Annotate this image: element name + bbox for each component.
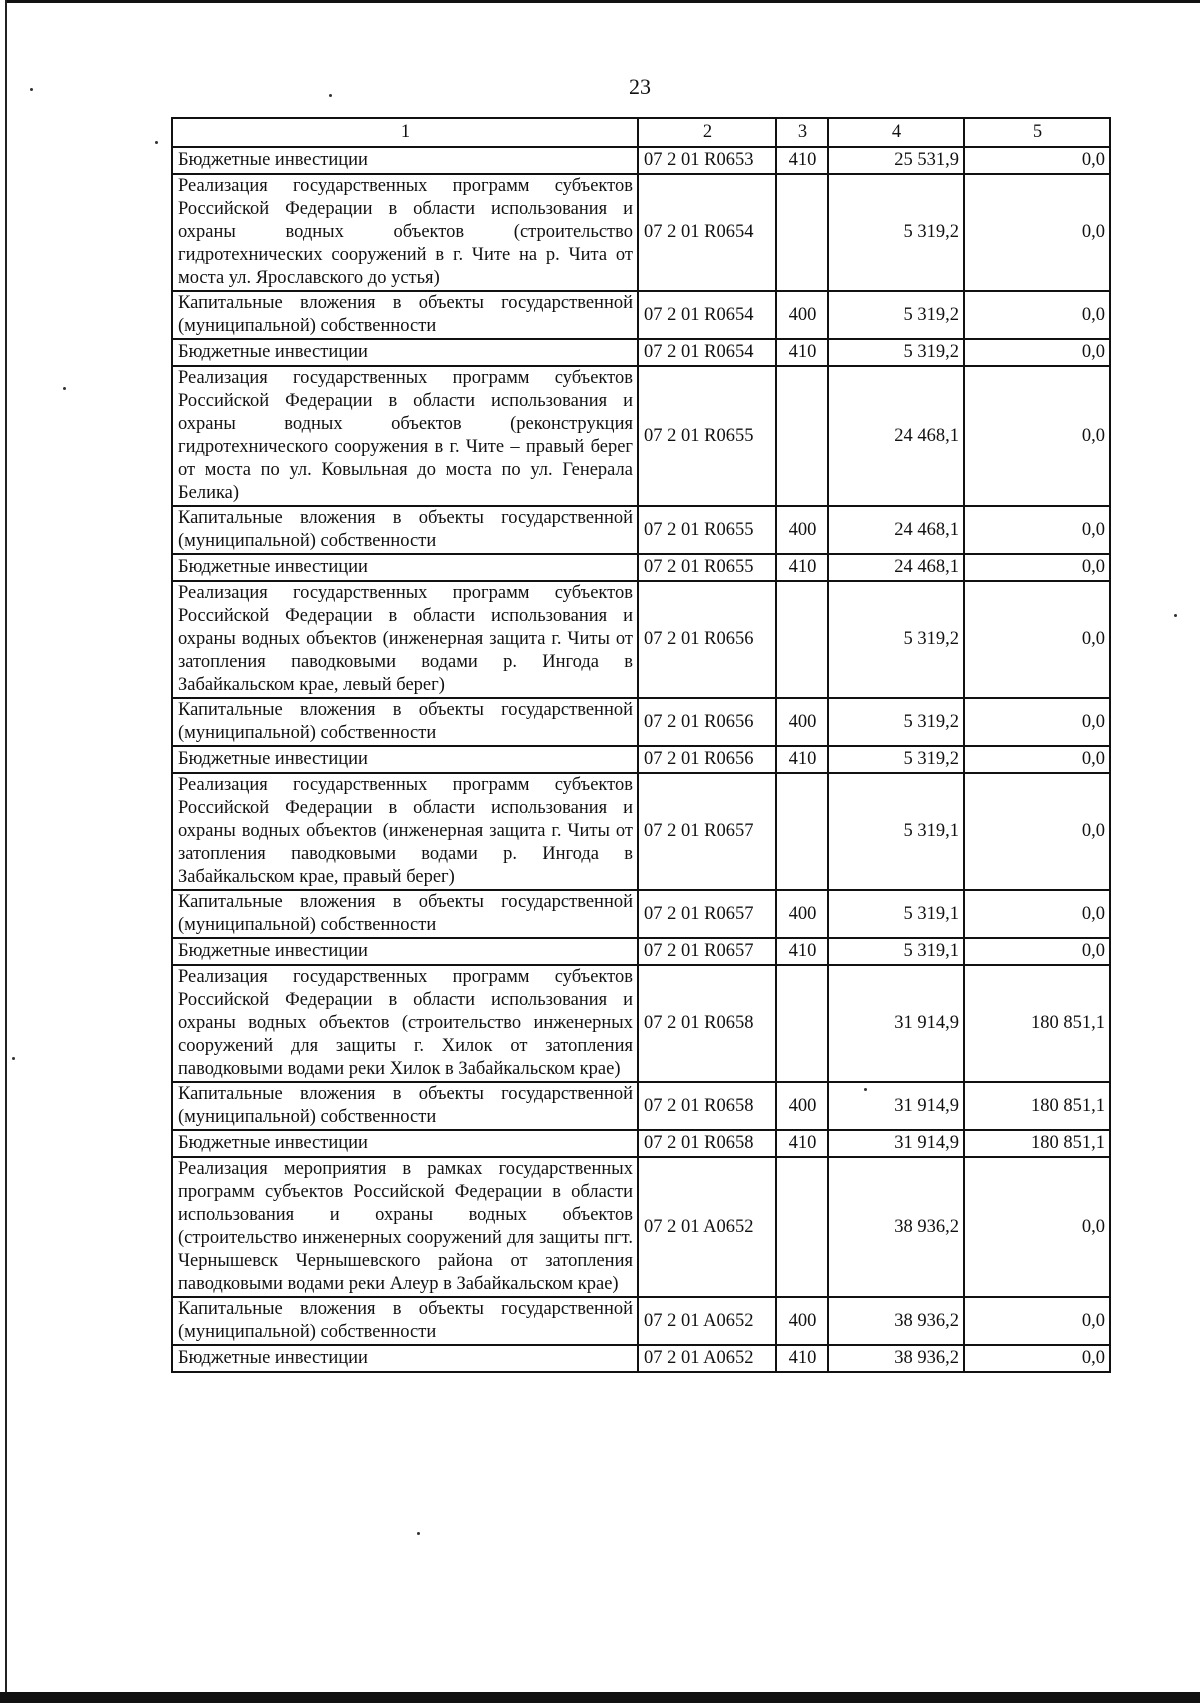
amount-col5: 180 851,1 [964, 1130, 1110, 1157]
amount-col4: 24 468,1 [828, 554, 964, 581]
expense-type: 410 [776, 147, 828, 174]
table-row [172, 698, 1110, 746]
item-name: Бюджетные инвестиции [172, 746, 638, 773]
budget-table [171, 117, 1111, 1373]
column-header: 4 [828, 118, 964, 147]
expense-type: 400 [776, 1082, 828, 1130]
expense-type: 410 [776, 938, 828, 965]
item-code: 07 2 01 R0656 [638, 746, 776, 773]
scan-speck [329, 94, 332, 97]
amount-col5: 0,0 [964, 1157, 1110, 1297]
column-header: 5 [964, 118, 1110, 147]
amount-col5: 0,0 [964, 773, 1110, 890]
expense-type: 400 [776, 890, 828, 938]
item-name: Бюджетные инвестиции [172, 938, 638, 965]
item-name: Капитальные вложения в объекты государственной (муниципальной) собственности [172, 291, 638, 339]
column-header: 2 [638, 118, 776, 147]
item-code: 07 2 01 R0654 [638, 174, 776, 291]
amount-col5: 0,0 [964, 147, 1110, 174]
page-number: 23 [629, 74, 651, 99]
table-row [172, 366, 1110, 506]
amount-col5: 0,0 [964, 1297, 1110, 1345]
amount-col5: 0,0 [964, 291, 1110, 339]
amount-col5: 0,0 [964, 581, 1110, 698]
item-code: 07 2 01 A0652 [638, 1297, 776, 1345]
item-name: Реализация государственных программ субъектов Российской Федерации в области использования и охраны водных объектов (строительство гидротехнических сооружений в г. Чите на р. Чита от моста ул. Ярославского до устья) [172, 174, 638, 291]
scan-speck [12, 1057, 15, 1060]
item-name: Бюджетные инвестиции [172, 554, 638, 581]
item-name: Капитальные вложения в объекты государственной (муниципальной) собственности [172, 1297, 638, 1345]
table-row [172, 1345, 1110, 1372]
scan-speck [417, 1532, 420, 1535]
amount-col4: 24 468,1 [828, 506, 964, 554]
expense-type [776, 1157, 828, 1297]
table-row [172, 581, 1110, 698]
amount-col5: 180 851,1 [964, 1082, 1110, 1130]
item-code: 07 2 01 R0655 [638, 366, 776, 506]
expense-type: 410 [776, 339, 828, 366]
item-name: Капитальные вложения в объекты государственной (муниципальной) собственности [172, 506, 638, 554]
amount-col4: 5 319,1 [828, 773, 964, 890]
table-row [172, 1297, 1110, 1345]
expense-type: 400 [776, 291, 828, 339]
item-code: 07 2 01 R0658 [638, 1130, 776, 1157]
expense-type [776, 965, 828, 1082]
amount-col4: 5 319,2 [828, 698, 964, 746]
table-row [172, 965, 1110, 1082]
scan-border-bottom [0, 1692, 1200, 1703]
item-code: 07 2 01 A0652 [638, 1157, 776, 1297]
amount-col4: 31 914,9 [828, 1082, 964, 1130]
amount-col4: 38 936,2 [828, 1157, 964, 1297]
item-name: Бюджетные инвестиции [172, 1345, 638, 1372]
column-header: 1 [172, 118, 638, 147]
scan-speck [30, 88, 33, 91]
item-code: 07 2 01 R0655 [638, 554, 776, 581]
expense-type [776, 174, 828, 291]
item-code: 07 2 01 R0653 [638, 147, 776, 174]
amount-col4: 38 936,2 [828, 1297, 964, 1345]
amount-col5: 0,0 [964, 938, 1110, 965]
item-code: 07 2 01 R0655 [638, 506, 776, 554]
expense-type: 410 [776, 1345, 828, 1372]
item-code: 07 2 01 R0657 [638, 890, 776, 938]
amount-col4: 5 319,2 [828, 174, 964, 291]
amount-col5: 0,0 [964, 339, 1110, 366]
item-code: 07 2 01 A0652 [638, 1345, 776, 1372]
expense-type: 400 [776, 698, 828, 746]
item-name: Реализация мероприятия в рамках государственных программ субъектов Российской Федерации в области использования и охраны водных объектов (строительство инженерных сооружений для защиты пгт. Чернышевск Чернышевского района от затопления паводковыми водами реки Алеур в Забайкальском крае) [172, 1157, 638, 1297]
amount-col4: 24 468,1 [828, 366, 964, 506]
expense-type: 410 [776, 1130, 828, 1157]
item-code: 07 2 01 R0657 [638, 773, 776, 890]
amount-col5: 0,0 [964, 1345, 1110, 1372]
table-row [172, 174, 1110, 291]
item-code: 07 2 01 R0658 [638, 965, 776, 1082]
amount-col5: 180 851,1 [964, 965, 1110, 1082]
item-name: Реализация государственных программ субъектов Российской Федерации в области использования и охраны водных объектов (инженерная защита г. Читы от затопления паводковыми водами р. Ингода в Забайкальском крае, правый берег) [172, 773, 638, 890]
item-code: 07 2 01 R0657 [638, 938, 776, 965]
expense-type [776, 366, 828, 506]
table-header-row [172, 118, 1110, 147]
item-name: Капитальные вложения в объекты государственной (муниципальной) собственности [172, 1082, 638, 1130]
expense-type: 400 [776, 1297, 828, 1345]
amount-col5: 0,0 [964, 746, 1110, 773]
item-name: Капитальные вложения в объекты государственной (муниципальной) собственности [172, 698, 638, 746]
amount-col4: 31 914,9 [828, 1130, 964, 1157]
item-name: Бюджетные инвестиции [172, 1130, 638, 1157]
amount-col4: 5 319,1 [828, 890, 964, 938]
scan-speck [155, 141, 158, 144]
item-code: 07 2 01 R0656 [638, 698, 776, 746]
table-row [172, 506, 1110, 554]
expense-type: 400 [776, 506, 828, 554]
table-row [172, 773, 1110, 890]
item-name: Реализация государственных программ субъектов Российской Федерации в области использования и охраны водных объектов (строительство инженерных сооружений для защиты г. Хилок от затопления паводковыми водами реки Хилок в Забайкальском крае) [172, 965, 638, 1082]
expense-type: 410 [776, 746, 828, 773]
item-code: 07 2 01 R0654 [638, 339, 776, 366]
scan-border-top [6, 0, 1200, 3]
item-code: 07 2 01 R0654 [638, 291, 776, 339]
table-row [172, 147, 1110, 174]
item-name: Реализация государственных программ субъектов Российской Федерации в области использования и охраны водных объектов (реконструкция гидротехнического сооружения в г. Чите – правый берег от моста по ул. Ковыльная до моста по ул. Генерала Белика) [172, 366, 638, 506]
amount-col4: 5 319,2 [828, 746, 964, 773]
item-name: Капитальные вложения в объекты государственной (муниципальной) собственности [172, 890, 638, 938]
table-row [172, 339, 1110, 366]
amount-col4: 5 319,2 [828, 339, 964, 366]
amount-col5: 0,0 [964, 366, 1110, 506]
amount-col4: 5 319,2 [828, 581, 964, 698]
item-name: Бюджетные инвестиции [172, 339, 638, 366]
amount-col5: 0,0 [964, 698, 1110, 746]
amount-col4: 38 936,2 [828, 1345, 964, 1372]
item-code: 07 2 01 R0656 [638, 581, 776, 698]
expense-type: 410 [776, 554, 828, 581]
table-row [172, 554, 1110, 581]
table-row [172, 1130, 1110, 1157]
table-row [172, 890, 1110, 938]
amount-col5: 0,0 [964, 506, 1110, 554]
expense-type [776, 773, 828, 890]
table-row [172, 746, 1110, 773]
scan-border-left [5, 0, 7, 1700]
amount-col4: 31 914,9 [828, 965, 964, 1082]
table-row [172, 1082, 1110, 1130]
item-code: 07 2 01 R0658 [638, 1082, 776, 1130]
amount-col5: 0,0 [964, 890, 1110, 938]
scan-speck [63, 387, 66, 390]
table-row [172, 291, 1110, 339]
amount-col4: 25 531,9 [828, 147, 964, 174]
item-name: Реализация государственных программ субъектов Российской Федерации в области использования и охраны водных объектов (инженерная защита г. Читы от затопления паводковыми водами р. Ингода в Забайкальском крае, левый берег) [172, 581, 638, 698]
item-name: Бюджетные инвестиции [172, 147, 638, 174]
amount-col4: 5 319,1 [828, 938, 964, 965]
amount-col5: 0,0 [964, 554, 1110, 581]
table-row [172, 1157, 1110, 1297]
amount-col5: 0,0 [964, 174, 1110, 291]
table-row [172, 938, 1110, 965]
scan-speck [1174, 614, 1177, 617]
expense-type [776, 581, 828, 698]
amount-col4: 5 319,2 [828, 291, 964, 339]
column-header: 3 [776, 118, 828, 147]
